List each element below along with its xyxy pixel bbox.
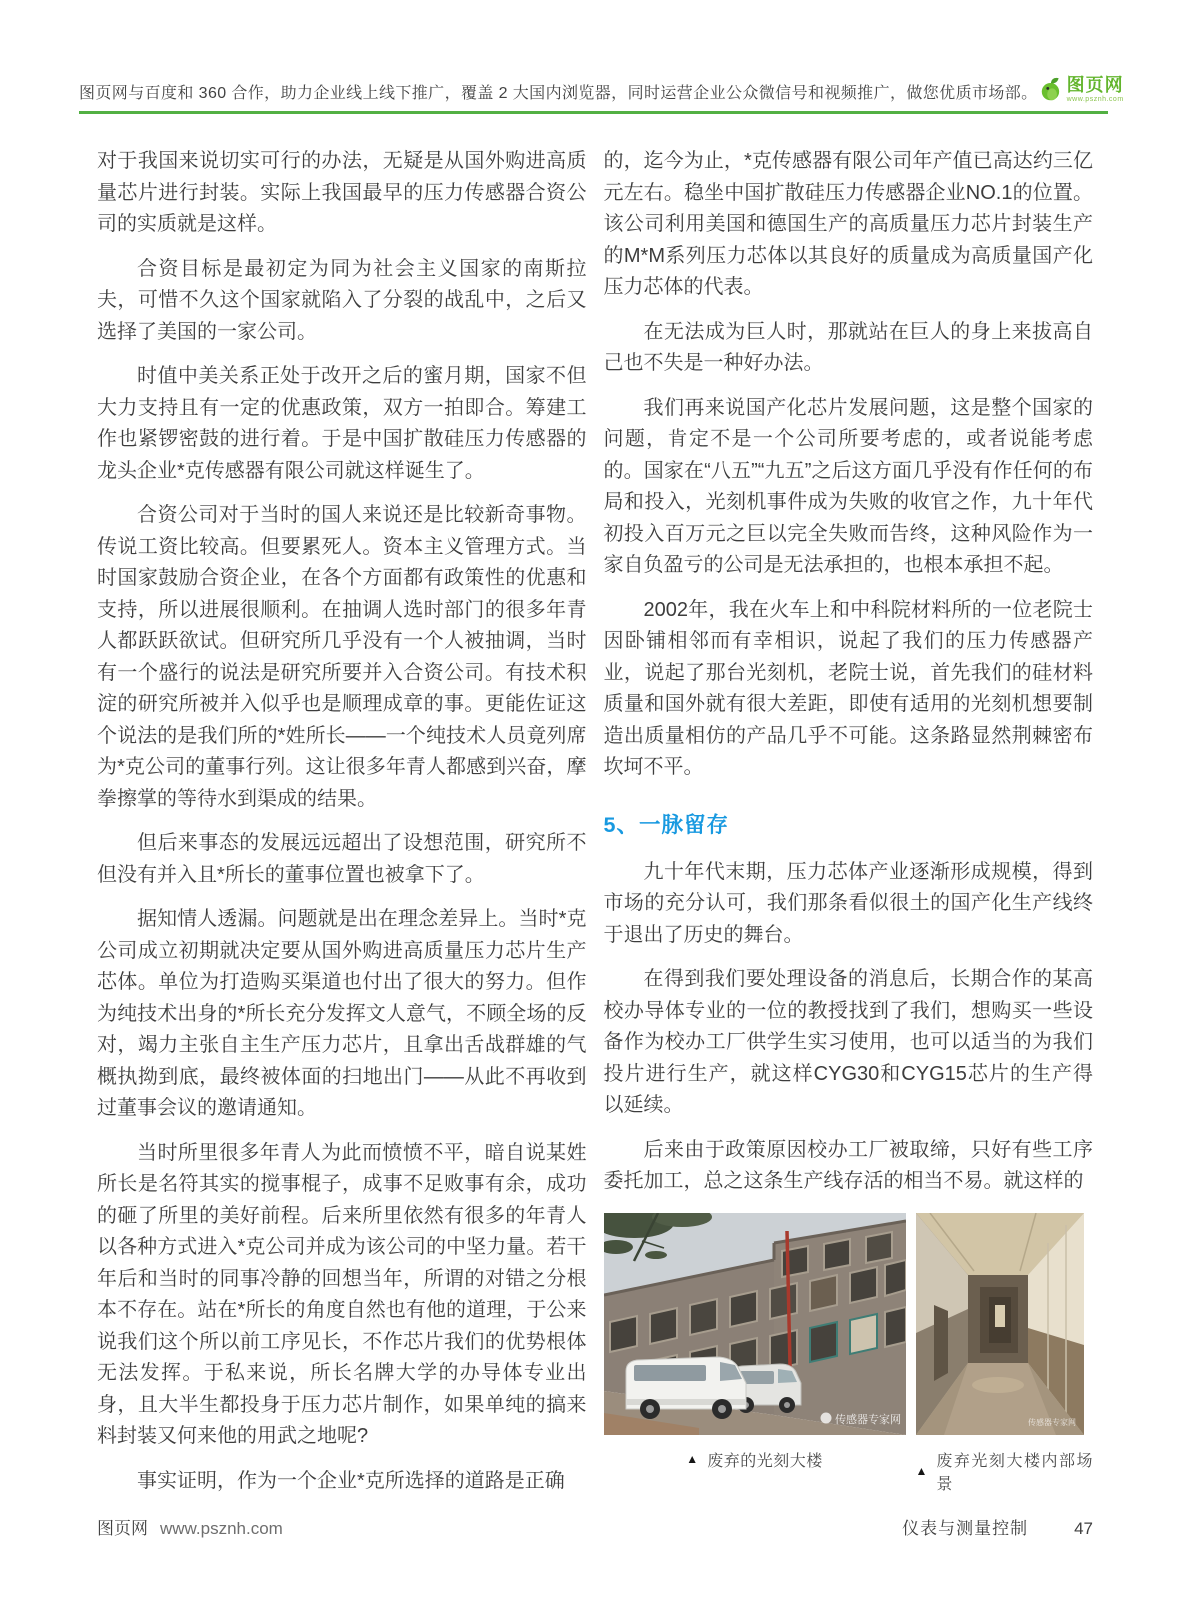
paragraph: 的，迄今为止，*克传感器有限公司年产值已高达约三亿元左右。稳坐中国扩散硅压力传感器企业NO.1的位置。该公司利用美国和德国生产的高质量压力芯片封装生产的M*M系列压力芯体以其良好的质量成为高质量国产化压力芯体的代表。 (603, 150, 1093, 298)
footer-page-number: 47 (1074, 1519, 1093, 1538)
photo-abandoned-building (604, 1213, 906, 1435)
page-header (79, 0, 1124, 114)
footer-left (97, 1514, 283, 1539)
figure-caption-text: 废弃光刻大楼内部场景 (936, 1452, 1093, 1493)
right-column (604, 146, 1094, 1510)
section-heading: 5、一脉留存 (603, 812, 729, 837)
watermark-text: 传感器专家网 (1027, 1417, 1076, 1427)
figure-caption (604, 1448, 906, 1471)
page-footer (97, 1514, 1093, 1539)
footer-site-url: www.psznh.com (160, 1519, 283, 1538)
caption-triangle-icon: ▲ (686, 1452, 699, 1466)
paragraph: 2002年，我在火车上和中科院材料所的一位老院士因卧铺相邻而有幸相识，说起了我们的压力传感器产业，说起了那台光刻机，老院士说，首先我们的硅材料质量和国外就有很大差距，即使有适用的光刻机想要制造出质量相仿的产品几乎不可能。这条路显然荆棘密布坎坷不平。 (603, 598, 1093, 778)
logo-url: www.psznh.com (1066, 96, 1124, 103)
paragraph: 当时所里很多年青人为此而愤愤不平，暗自说某姓所长是名符其实的搅事棍子，成事不足败事有余，成功的砸了所里的美好前程。后来所里依然有很多的年青人以各种方式进入*克公司并成为该公司的中坚力量。若干年后和当时的同事冷静的回想当年，所谓的对错之分根本不存在。站在*所长的角度自然也有他的道理，于公来说我们这个所以前工序见长，不作芯片我们的优势根体无法发挥。于私来说，所长名牌大学的办导体专业出身，且大半生都投身于压力芯片制作，如果单纯的搞来料封装又何来他的用武之地呢? (97, 1141, 587, 1447)
paragraph: 据知情人透漏。问题就是出在理念差异上。当时*克公司成立初期就决定要从国外购进高质量压力芯片生产芯体。单位为打造购买渠道也付出了很大的努力。但作为纯技术出身的*所长充分发挥文人意气，不顾全场的反对，竭力主张自主生产压力芯片，且拿出舌战群雄的气概执拗到底，最终被体面的扫地出门——从此不再收到过董事会议的邀请通知。 (97, 908, 587, 1119)
paragraph: 合资公司对于当时的国人来说还是比较新奇事物。传说工资比较高。但要累死人。资本主义管理方式。当时国家鼓励合资企业，在各个方面都有政策性的优惠和支持，所以进展很顺利。在抽调人选时部门的很多年青人都跃跃欲试。但研究所几乎没有一个人被抽调，当时有一个盛行的说法是研究所要并入合资公司。有技术积淀的研究所被并入似乎也是顺理成章的事。更能佐证这个说法的是我们所的*姓所长——一个纯技术人员竟列席为*克公司的董事行列。这让很多年青人都感到兴奋，摩拳擦掌的等待水到渠成的结果。 (97, 504, 587, 810)
figure-caption (916, 1448, 1094, 1494)
header-divider (79, 111, 1108, 114)
paragraph: 时值中美关系正处于改开之后的蜜月期，国家不但大力支持且有一定的优惠政策，双方一拍即合。筹建工作也紧锣密鼓的进行着。于是中国扩散硅压力传感器的龙头企业*克传感器有限公司就这样诞生了。 (97, 365, 587, 482)
footer-journal-name: 仪表与测量控制 (902, 1519, 1029, 1538)
paragraph: 在无法成为巨人时，那就站在巨人的身上来拔高自己也不失是一种好办法。 (603, 320, 1093, 374)
figure-corridor-interior (916, 1213, 1094, 1494)
site-logo (1038, 76, 1124, 103)
article-body (97, 146, 1093, 1510)
figure-caption-text: 废弃的光刻大楼 (707, 1452, 823, 1470)
paragraph: 对于我国来说切实可行的办法，无疑是从国外购进高质量芯片进行封装。实际上我国最早的压力传感器合资公司的实质就是这样。 (97, 150, 587, 235)
header-promo-text: 图页网与百度和 360 合作，助力企业线上线下推广，覆盖 2 大国内浏览器，同时运营企业公众微信号和视频推广，做您优质市场部。 (79, 85, 1038, 102)
logo-text-stack (1067, 76, 1124, 103)
paragraph: 九十年代末期，压力芯体产业逐渐形成规模，得到市场的充分认可，我们那条看似很土的国产化生产线终于退出了历史的舞台。 (603, 860, 1093, 946)
paragraph: 我们再来说国产化芯片发展问题，这是整个国家的问题，肯定不是一个公司所要考虑的，或者说能考虑的。国家在“八五”“九五”之后这方面几乎没有作任何的布局和投入，光刻机事件成为失败的收官之作，九十年代初投入百万元之巨以完全失败而告终，这种风险作为一家自负盈亏的公司是无法承担的，也根本承担不起。 (603, 396, 1093, 576)
header-row (79, 0, 1124, 103)
caption-triangle-icon: ▲ (915, 1463, 928, 1478)
logo-text: 图页网 (1066, 75, 1124, 95)
paragraph: 后来由于政策原因校办工厂被取缔，只好有些工序委托加工，总之这条生产线存活的相当不易。就这样的 (603, 1138, 1093, 1192)
watermark-text: 传感器专家网 (834, 1413, 901, 1426)
paragraph: 但后来事态的发展远远超出了设想范围，研究所不但没有并入且*所长的董事位置也被拿下了。 (97, 832, 587, 886)
photo-corridor-interior (916, 1213, 1084, 1435)
footer-right (902, 1514, 1093, 1539)
paragraph: 事实证明，作为一个企业*克所选择的道路是正确 (137, 1469, 565, 1492)
left-column (97, 146, 587, 1510)
logo-mascot-icon (1038, 77, 1064, 103)
figure-abandoned-building (604, 1213, 906, 1494)
figure-row (604, 1213, 1094, 1494)
paragraph: 合资目标是最初定为同为社会主义国家的南斯拉夫，可惜不久这个国家就陷入了分裂的战乱中，之后又选择了美国的一家公司。 (97, 257, 587, 343)
paragraph: 在得到我们要处理设备的消息后，长期合作的某高校办导体专业的一位的教授找到了我们，想购买一些设备作为校办工厂供学生实习使用，也可以适当的为我们投片进行生产，就这样CYG30和CYG15芯片的生产得以延续。 (603, 968, 1093, 1116)
footer-site-name: 图页网 (97, 1519, 148, 1538)
